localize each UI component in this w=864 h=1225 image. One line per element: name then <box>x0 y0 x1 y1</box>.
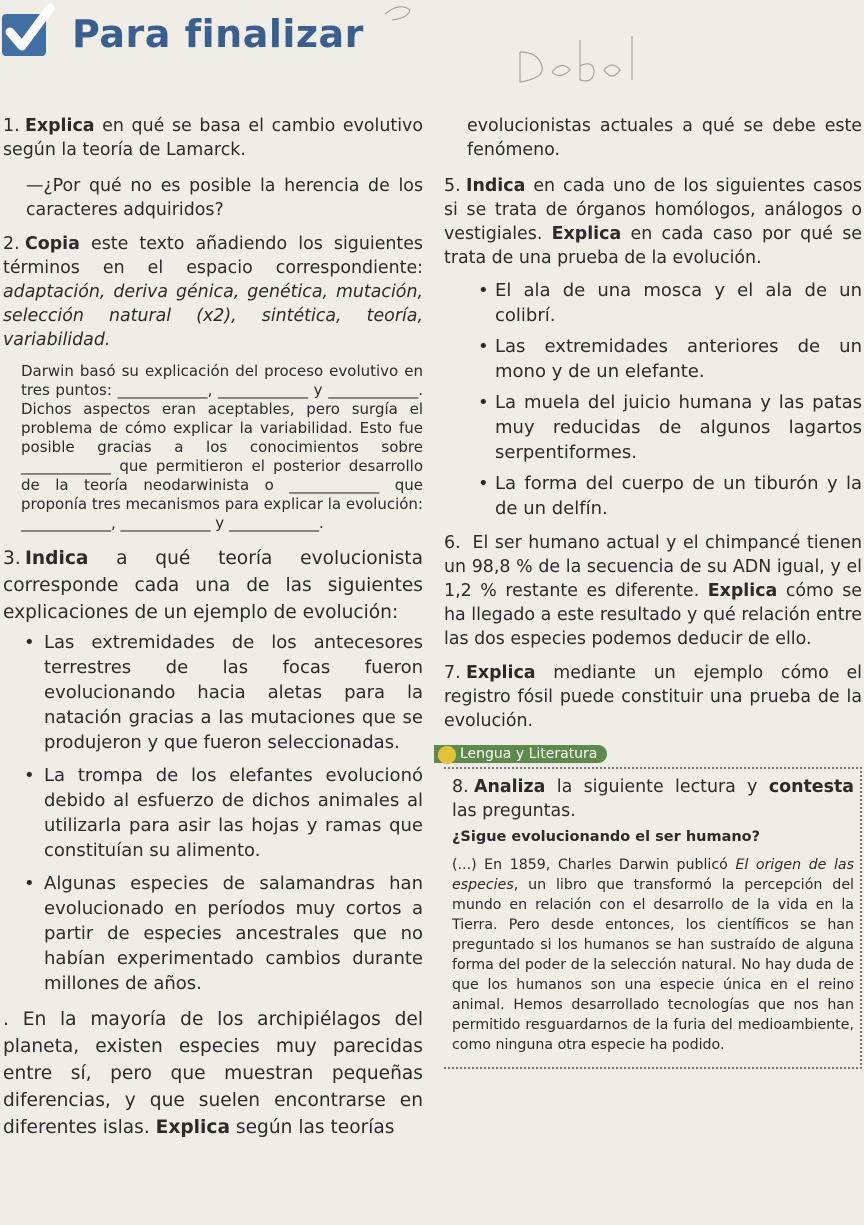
list-item: • Las extremidades de los antecesores terrestres de las focas fueron evolucionando hacia aletas para la natación gracias a las mutaciones que se produjeron y que fueron seleccionadas. <box>3 630 423 755</box>
reading-title: ¿Sigue evolucionando el ser humano? <box>452 829 761 845</box>
subject-tag <box>444 743 862 763</box>
list-item: • Algunas especies de salamandras han evolucionado en períodos muy cortos a partir de especies ancestrales que no habían experimentado cambios durante millones de años. <box>3 871 423 996</box>
lengua-literatura-badge: Lengua y Literatura <box>434 745 607 763</box>
question-2-fill-text: Darwin basó su explicación del proceso evolutivo en tres puntos: ____________, ____________ y ____________. Dichos aspectos eran aceptables, pero surgía el problema de cómo explicar la variabilidad. Esto fue posible gracias a los conocimientos sobre ____________ que permitieron el posterior desarrollo de la teoría neodarwinista o ____________ que proponía tres mecanismos para explicar la evolución: ____________, ____________ y ____________. <box>21 362 423 532</box>
question-4-continued: evolucionistas actuales a qué se debe este fenómeno. <box>467 116 862 160</box>
question-5-list <box>444 278 862 521</box>
list-item: • El ala de una mosca y el ala de un colibrí. <box>444 278 862 328</box>
right-column <box>444 114 862 1069</box>
question-1-sub: —¿Por qué no es posible la herencia de los caracteres adquiridos? <box>26 176 423 220</box>
question-1: 1. Explica en qué se basa el cambio evolutivo según la teoría de Lamarck. <box>3 116 423 160</box>
question-3-list <box>3 630 423 996</box>
handwritten-signature-icon <box>380 0 680 95</box>
question-7: 7. Explica mediante un ejemplo cómo el registro fósil puede constituir una prueba de la evolución. <box>444 663 862 731</box>
list-item: • Las extremidades anteriores de un mono y de un elefante. <box>444 334 862 384</box>
question-8: 8. Analiza la siguiente lectura y contesta las preguntas. <box>452 777 854 821</box>
left-column <box>3 114 423 1141</box>
question-5: 5. Indica en cada uno de los siguientes casos si se trata de órganos homólogos, análogos o vestigiales. Explica en cada caso por qué se trata de una prueba de la evolución. <box>444 176 862 268</box>
list-item: • La trompa de los elefantes evolucionó debido al esfuerzo de dichos animales al utilizarla para asir las hojas y ramas que constituían su alimento. <box>3 763 423 863</box>
question-6: 6. El ser humano actual y el chimpancé tienen un 98,8 % de la secuencia de su ADN igual, y el 1,2 % restante es diferente. Explica cómo se ha llegado a este resultado y qué relación entre las dos especies podemos deducir de ello. <box>444 533 862 649</box>
question-4: . En la mayoría de los archipiélagos del planeta, existen especies muy parecidas entre sí, pero que muestran pequeñas diferencias, y que suelen encontrarse en diferentes islas. Explica según las teorías <box>3 1009 423 1138</box>
list-item: • La forma del cuerpo de un tiburón y la de un delfín. <box>444 471 862 521</box>
reading-box <box>444 767 862 1069</box>
question-2: 2. Copia este texto añadiendo los siguientes términos en el espacio correspondiente: adaptación, deriva génica, genética, mutación, selección natural (x2), sintética, teoría, variabilidad. <box>3 234 423 350</box>
book-icon <box>438 746 456 764</box>
question-3: 3. Indica a qué teoría evolucionista corresponde cada una de las siguientes explicaciones de un ejemplo de evolución: <box>3 548 423 623</box>
page-header <box>0 0 864 80</box>
page-title: Para finalizar <box>72 12 364 56</box>
list-item: • La muela del juicio humana y las patas muy reducidas de algunos lagartos serpentiformes. <box>444 390 862 465</box>
checkmark-icon <box>2 14 46 56</box>
reading-text: (...) En 1859, Charles Darwin publicó El origen de las especies, un libro que transformó la percepción del mundo en relación con el desarrollo de la vida en la Tierra. Pero desde entonces, los científicos se han preguntado si los humanos se han sustraído de alguna forma del poder de la selección natural. No hay duda de que los humanos son una especie única en el reino animal. Hemos desarrollado tecnologías que nos han permitido resguardarnos de la furia del medioambiente, como ninguna otra especie ha podido. <box>452 857 854 1053</box>
